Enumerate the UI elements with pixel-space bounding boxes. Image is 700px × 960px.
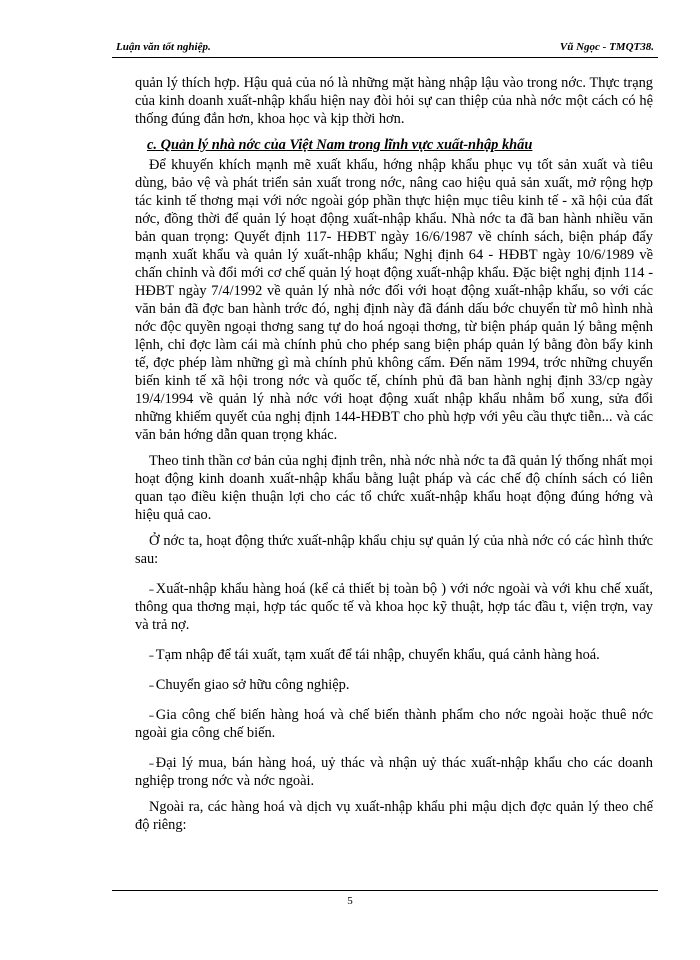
list-item-temporary-import: ˗ Tạm nhập để tái xuất, tạm xuất để tái nhập, chuyển khẩu, quá cảnh hàng hoá.	[135, 646, 653, 664]
header-rule	[112, 57, 658, 58]
page-body	[135, 74, 653, 834]
list-item-industrial-property: ˗ Chuyển giao sở hữu công nghiệp.	[135, 676, 653, 694]
footer-rule	[112, 890, 658, 891]
list-item-processing: ˗ Gia công chế biến hàng hoá và chế biến thành phẩm cho nớc ngoài hoặc thuê nớc ngoài gia công chế biến.	[135, 706, 653, 742]
header-author: Vũ Ngọc - TMQT38.	[559, 41, 654, 53]
paragraph-continued: quản lý thích hợp. Hậu quả của nó là những mặt hàng nhập lậu vào trong nớc. Thực trạng của kinh doanh xuất-nhập khẩu hiện nay đòi hỏi sự can thiệp của nhà nớc một cách có hệ thống đúng đắn hơn, khoa học và kịp thời hơn.	[135, 75, 653, 127]
page-number: 5	[347, 895, 353, 907]
header-thesis-title: Luận văn tốt nghiệp.	[116, 41, 211, 53]
paragraph-forms-intro: Ở nớc ta, hoạt động thức xuất-nhập khẩu chịu sự quản lý của nhà nớc có các hình thức sau:	[135, 533, 653, 567]
list-item-agency: ˗ Đại lý mua, bán hàng hoá, uỷ thác và nhận uỷ thác xuất-nhập khẩu cho các doanh nghiệp trong nớc và nớc ngoài.	[135, 754, 653, 790]
paragraph-regulations: Để khuyến khích mạnh mẽ xuất khẩu, hớng nhập khẩu phục vụ tốt sản xuất và tiêu dùng, bảo vệ và phát triển sản xuất trong nớc, nâng cao hiệu quả sản xuất, mở rộng hợp tác kinh tế thơng mại với nớc ngoài góp phần thực hiện mục tiêu kinh tế - xã hội của đất nớc, đồng thời để quản lý hoạt động xuất-nhập khẩu. Nhà nớc ta đã ban hành nhiều văn bản quan trọng: Quyết định 117- HĐBT ngày 16/6/1987 về chính sách, biện pháp đẩy mạnh xuất khẩu và quản lý xuất-nhập khẩu; Nghị định 64 - HĐBT ngày 10/6/1989 về chấn chỉnh và đổi mới cơ chế quản lý hoạt động xuất-nhập khẩu. Đặc biệt nghị định 114 - HĐBT ngày 7/4/1992 về quản lý nhà nớc đối với hoạt động xuất-nhập khẩu, so với các văn bản đã đợc ban hành trớc đó, nghị định này đã đánh dấu bớc chuyển từ mô hình nhà nớc độc quyền ngoại thơng sang tự do hoá ngoại thơng, từ biện pháp quản lý bằng mệnh lệnh, chỉ đợc làm cái mà chính phủ cho phép sang biện pháp quản lý bằng đòn bẩy kinh tế, đợc phép làm những gì mà chính phủ không cấm. Đến năm 1994, trớc những chuyển biến kinh tế xã hội trong nớc và quốc tế, chính phủ đã ban hành nghị định 33/cp ngày 19/4/1994 về quản lý nhà nớc với hoạt động xuất nhập khẩu nhằm bổ xung, sửa đổi những khiếm quyết của nghị định 144-HĐBT cho phù hợp với yêu cầu thực tiễn... và các văn bản hớng dẫn quan trọng khác.	[135, 157, 653, 443]
section-heading: c. Quản lý nhà nớc của Việt Nam trong lĩnh vực xuất-nhập khẩu	[147, 137, 533, 153]
paragraph-state-management: Theo tinh thần cơ bản của nghị định trên, nhà nớc nhà nớc ta đã quản lý thống nhất mọi hoạt động kinh doanh xuất-nhập khẩu bằng luật pháp và các chế độ chính sách có liên quan tạo điều kiện thuận lợi cho các tổ chức xuất-nhập khẩu hoạt động đúng hớng và hiệu quả cao.	[135, 453, 653, 523]
list-item-import-export-goods: ˗ Xuất-nhập khẩu hàng hoá (kể cả thiết bị toàn bộ ) với nớc ngoài và với khu chế xuất, thông qua thơng mại, hợp tác quốc tế và khoa học kỹ thuật, hợp tác đầu t, viện trợn, vay và trả nợ.	[135, 580, 653, 634]
paragraph-non-trade: Ngoài ra, các hàng hoá và dịch vụ xuất-nhập khẩu phi mậu dịch đợc quản lý theo chế độ riêng:	[135, 799, 653, 833]
page-header	[112, 40, 658, 56]
